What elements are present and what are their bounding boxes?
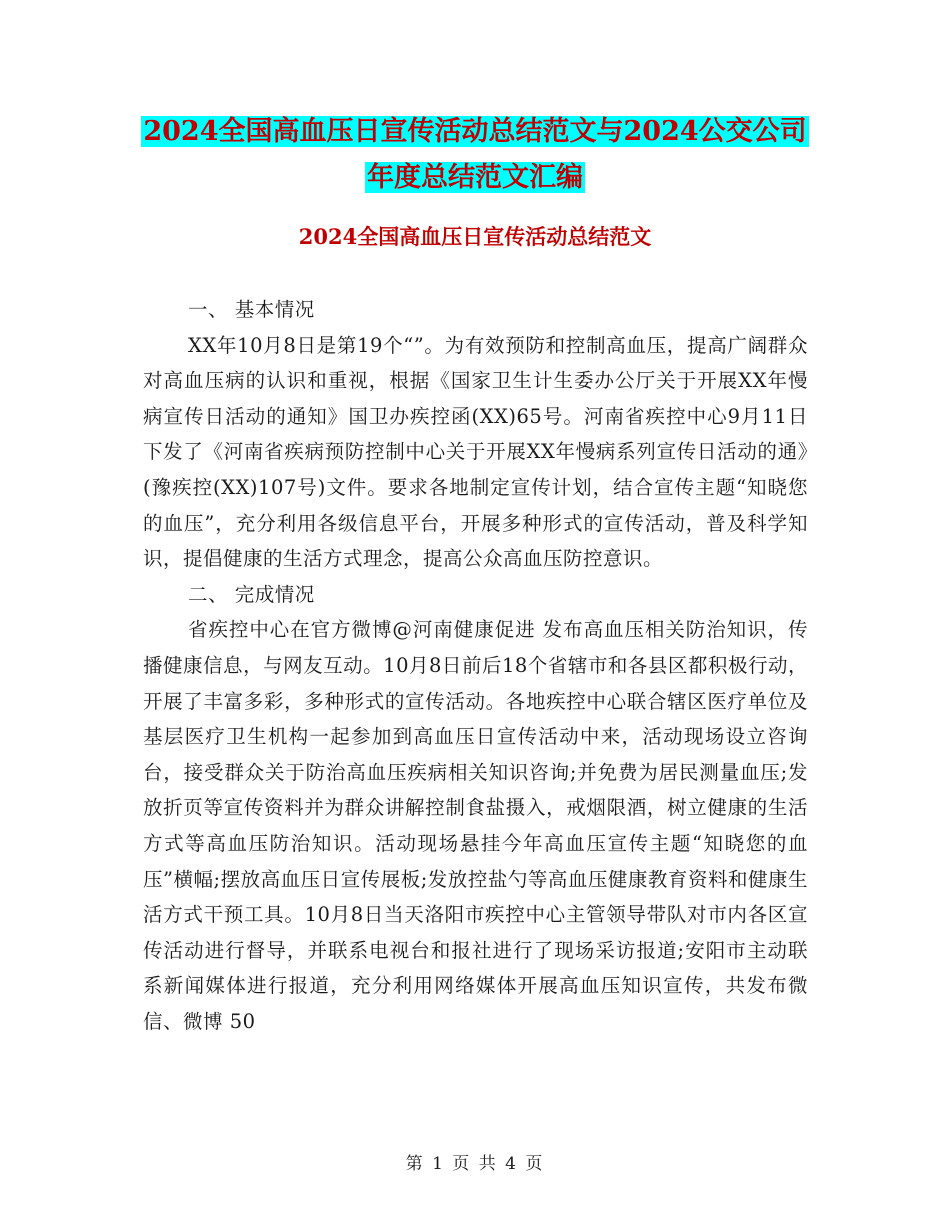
paragraph-completion: 省疾控中心在官方微博@河南健康促进 发布高血压相关防治知识，传播健康信息，与网友互动。10月8日前后18个省辖市和各县区都积极行动，开展了丰富多彩，多种形式的宣传活动。各地疾控中心联合辖区医疗单位及基层医疗卫生机构一起参加到高血压日宣传活动中来，活动现场设立咨询台，接受群众关于防治高血压疾病相关知识咨询;并免费为居民测量血压;发放折页等宣传资料并为群众讲解控制食盐摄入，戒烟限酒，树立健康的生活方式等高血压防治知识。活动现场悬挂今年高血压宣传主题“知晓您的血压”横幅;摆放高血压日宣传展板;发放控盐勺等高血压健康教育资料和健康生活方式干预工具。10月8日当天洛阳市疾控中心主管领导带队对市内各区宣传活动进行督导，并联系电视台和报社进行了现场采访报道;安阳市主动联系新闻媒体进行报道，充分利用网络媒体开展高血压知识宣传，共发布微信、微博 50 — [143, 618, 808, 1033]
section-title: 2024全国高血压日宣传活动总结范文 — [298, 224, 652, 249]
document-title — [0, 112, 950, 204]
page-footer: 第 1 页 共 4 页 — [405, 1154, 545, 1174]
heading-basic-info: 一、 基本情况 — [188, 298, 315, 321]
title-line-2: 年度总结范文汇编 — [367, 162, 583, 193]
document-body — [143, 292, 808, 1039]
heading-completion: 二、 完成情况 — [188, 582, 315, 606]
paragraph-basic-info: XX年10月8日是第19个“”。为有效预防和控制高血压，提高广阔群众对高血压病的认识和重视，根据《国家卫生计生委办公厅关于开展XX年慢病宣传日活动的通知》国卫办疾控函(XX)65号。河南省疾控中心9月11日下发了《河南省疾病预防控制中心关于开展XX年慢病系列宣传日活动的通》(豫疾控(XX)107号)文件。要求各地制定宣传计划，结合宣传主题“知晓您的血压”，充分利用各级信息平台，开展多种形式的宣传活动，普及科学知识，提倡健康的生活方式理念，提高公众高血压防控意识。 — [143, 333, 808, 571]
title-line-1: 2024全国高血压日宣传活动总结范文与2024公交公司 — [143, 116, 807, 147]
